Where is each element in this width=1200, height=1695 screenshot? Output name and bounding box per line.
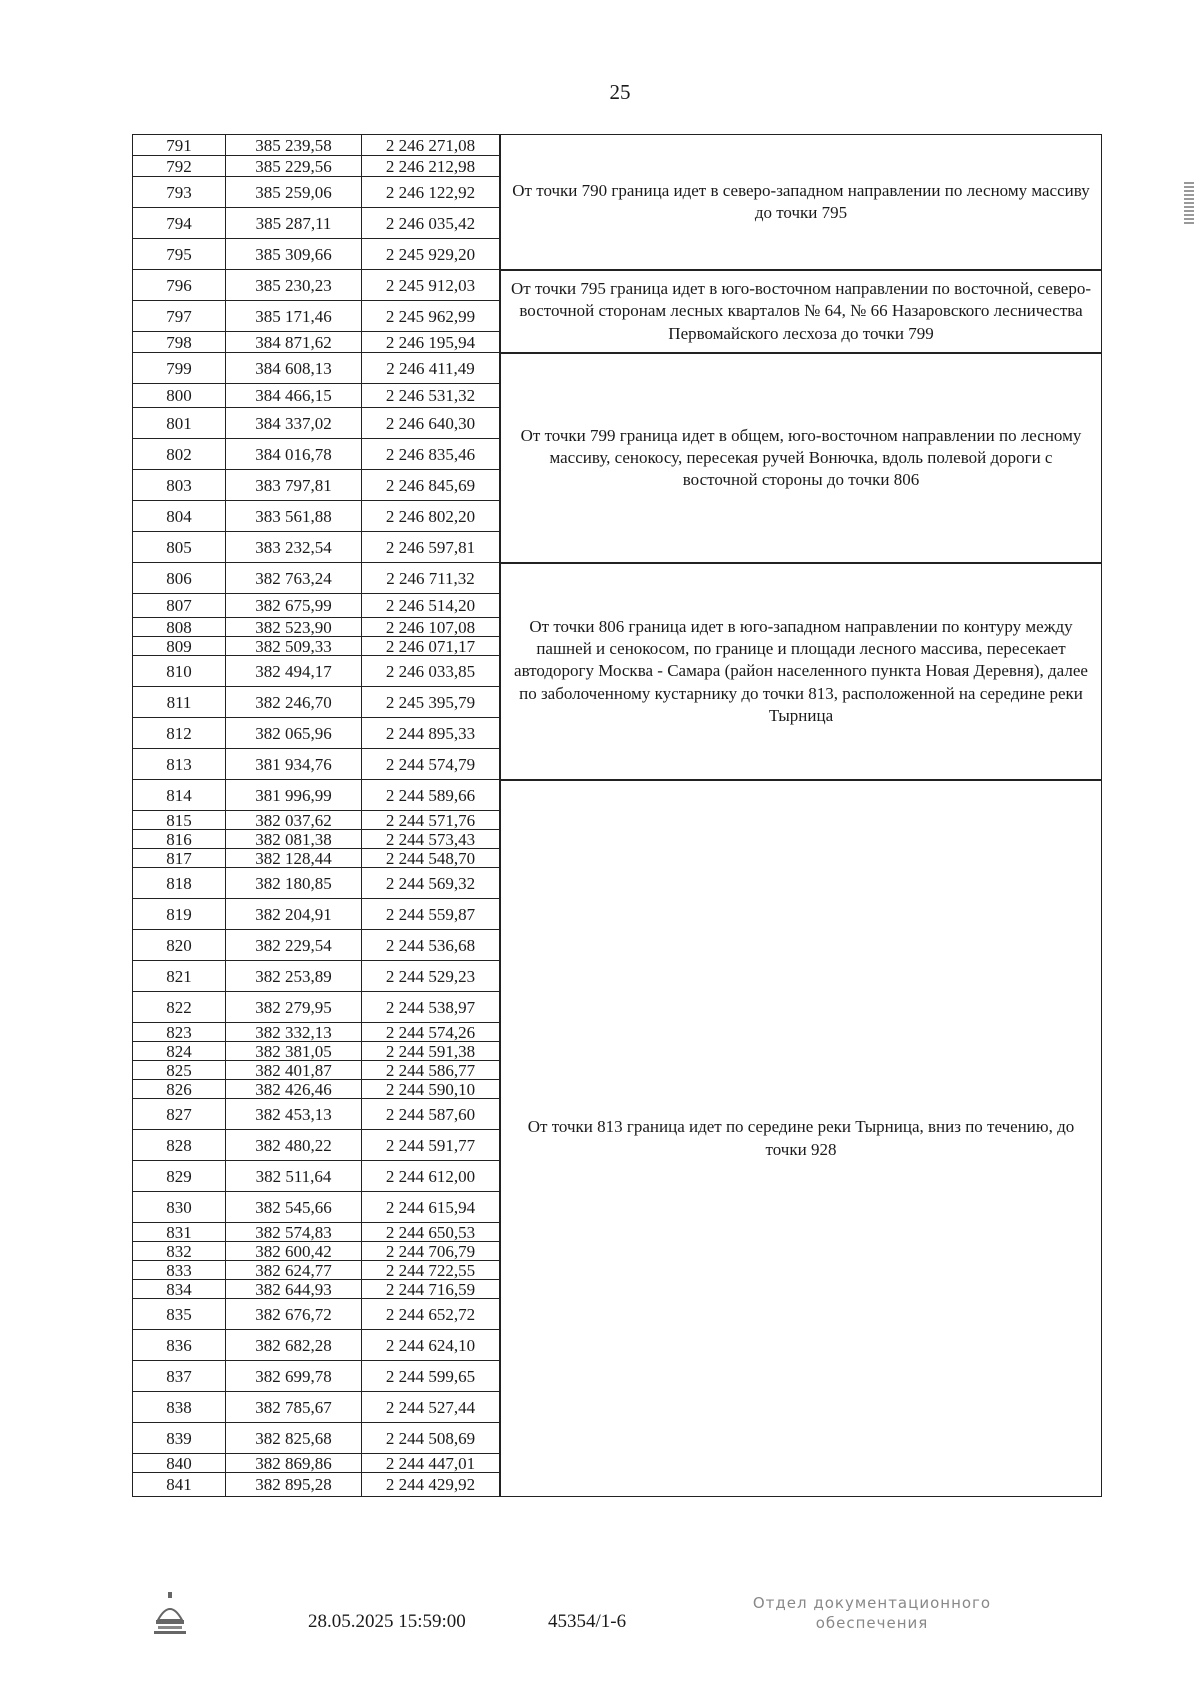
- x-coordinate-cell: 382 332,13: [226, 1023, 362, 1042]
- point-number-cell: 835: [132, 1299, 226, 1330]
- y-coordinate-cell: 2 244 650,53: [362, 1223, 500, 1242]
- point-number-cell: 833: [132, 1261, 226, 1280]
- boundary-description: От точки 790 граница идет в северо-западном направлении по лесному массиву до точки 795: [500, 134, 1102, 270]
- point-number-cell: 802: [132, 439, 226, 470]
- point-number-cell: 799: [132, 353, 226, 384]
- point-number-cell: 826: [132, 1080, 226, 1099]
- y-coordinate-cell: 2 246 411,49: [362, 353, 500, 384]
- footer-datetime: 28.05.2025 15:59:00: [308, 1611, 466, 1632]
- x-coordinate-cell: 384 871,62: [226, 332, 362, 353]
- point-number-cell: 841: [132, 1473, 226, 1497]
- x-coordinate-cell: 385 287,11: [226, 208, 362, 239]
- point-number-cell: 808: [132, 618, 226, 637]
- point-number-cell: 800: [132, 384, 226, 408]
- x-coordinate-column: [226, 134, 362, 1497]
- x-coordinate-cell: 384 016,78: [226, 439, 362, 470]
- point-number-cell: 798: [132, 332, 226, 353]
- y-coordinate-cell: 2 245 929,20: [362, 239, 500, 270]
- x-coordinate-cell: 384 608,13: [226, 353, 362, 384]
- y-coordinate-cell: 2 246 711,32: [362, 563, 500, 594]
- y-coordinate-cell: 2 246 640,30: [362, 408, 500, 439]
- x-coordinate-cell: 382 624,77: [226, 1261, 362, 1280]
- stamp-line-2: обеспечения: [815, 1613, 929, 1632]
- y-coordinate-cell: 2 245 395,79: [362, 687, 500, 718]
- y-coordinate-cell: 2 244 538,97: [362, 992, 500, 1023]
- y-coordinate-cell: 2 246 531,32: [362, 384, 500, 408]
- y-coordinate-cell: 2 244 447,01: [362, 1454, 500, 1473]
- y-coordinate-cell: 2 244 429,92: [362, 1473, 500, 1497]
- y-coordinate-cell: 2 244 536,68: [362, 930, 500, 961]
- coordinates-table: [132, 134, 1102, 1574]
- page-number: 25: [609, 80, 631, 104]
- y-coordinate-cell: 2 246 597,81: [362, 532, 500, 563]
- x-coordinate-cell: 382 574,83: [226, 1223, 362, 1242]
- stamp-line-1: Отдел документационного: [752, 1594, 992, 1612]
- y-coordinate-cell: 2 244 590,10: [362, 1080, 500, 1099]
- point-number-cell: 814: [132, 780, 226, 811]
- x-coordinate-cell: 382 401,87: [226, 1061, 362, 1080]
- x-coordinate-cell: 382 229,54: [226, 930, 362, 961]
- x-coordinate-cell: 385 309,66: [226, 239, 362, 270]
- y-coordinate-cell: 2 245 962,99: [362, 301, 500, 332]
- point-number-cell: 825: [132, 1061, 226, 1080]
- point-number-cell: 829: [132, 1161, 226, 1192]
- y-coordinate-cell: 2 246 802,20: [362, 501, 500, 532]
- x-coordinate-cell: 382 081,38: [226, 830, 362, 849]
- y-coordinate-cell: 2 246 107,08: [362, 618, 500, 637]
- y-coordinate-cell: 2 244 706,79: [362, 1242, 500, 1261]
- y-coordinate-cell: 2 244 652,72: [362, 1299, 500, 1330]
- y-coordinate-cell: 2 244 624,10: [362, 1330, 500, 1361]
- y-coordinate-cell: 2 244 559,87: [362, 899, 500, 930]
- x-coordinate-cell: 382 128,44: [226, 849, 362, 868]
- y-coordinate-cell: 2 244 527,44: [362, 1392, 500, 1423]
- point-number-cell: 806: [132, 563, 226, 594]
- point-number-cell: 817: [132, 849, 226, 868]
- y-coordinate-cell: 2 244 548,70: [362, 849, 500, 868]
- y-coordinate-cell: 2 244 574,79: [362, 749, 500, 780]
- point-number-cell: 828: [132, 1130, 226, 1161]
- y-coordinate-cell: 2 246 271,08: [362, 134, 500, 156]
- x-coordinate-cell: 382 644,93: [226, 1280, 362, 1299]
- x-coordinate-cell: 382 869,86: [226, 1454, 362, 1473]
- y-coordinate-cell: 2 245 912,03: [362, 270, 500, 301]
- x-coordinate-cell: 382 763,24: [226, 563, 362, 594]
- point-number-cell: 807: [132, 594, 226, 618]
- x-coordinate-cell: 382 480,22: [226, 1130, 362, 1161]
- y-coordinate-cell: 2 244 599,65: [362, 1361, 500, 1392]
- point-number-cell: 791: [132, 134, 226, 156]
- y-coordinate-cell: 2 246 212,98: [362, 156, 500, 177]
- x-coordinate-cell: 382 600,42: [226, 1242, 362, 1261]
- point-number-cell: 832: [132, 1242, 226, 1261]
- point-number-cell: 794: [132, 208, 226, 239]
- y-coordinate-cell: 2 244 722,55: [362, 1261, 500, 1280]
- point-number-cell: 793: [132, 177, 226, 208]
- point-number-cell: 822: [132, 992, 226, 1023]
- x-coordinate-cell: 382 699,78: [226, 1361, 362, 1392]
- boundary-description: От точки 795 граница идет в юго-восточном направлении по восточной, северо-восточной сторонам лесных кварталов № 64, № 66 Назаровского лесничества Первомайского лесхоза до точки 799: [500, 270, 1102, 353]
- x-coordinate-cell: 382 180,85: [226, 868, 362, 899]
- y-coordinate-cell: 2 244 895,33: [362, 718, 500, 749]
- y-coordinate-cell: 2 244 508,69: [362, 1423, 500, 1454]
- point-number-cell: 820: [132, 930, 226, 961]
- point-number-cell: 813: [132, 749, 226, 780]
- point-number-cell: 811: [132, 687, 226, 718]
- point-number-cell: 823: [132, 1023, 226, 1042]
- y-coordinate-cell: 2 246 835,46: [362, 439, 500, 470]
- y-coordinate-cell: 2 244 716,59: [362, 1280, 500, 1299]
- x-coordinate-cell: 382 785,67: [226, 1392, 362, 1423]
- y-coordinate-cell: 2 246 122,92: [362, 177, 500, 208]
- x-coordinate-cell: 382 453,13: [226, 1099, 362, 1130]
- x-coordinate-cell: 382 494,17: [226, 656, 362, 687]
- x-coordinate-cell: 382 279,95: [226, 992, 362, 1023]
- y-coordinate-cell: 2 244 573,43: [362, 830, 500, 849]
- y-coordinate-cell: 2 244 586,77: [362, 1061, 500, 1080]
- x-coordinate-cell: 382 511,64: [226, 1161, 362, 1192]
- x-coordinate-cell: 384 337,02: [226, 408, 362, 439]
- y-coordinate-cell: 2 244 589,66: [362, 780, 500, 811]
- boundary-description: От точки 806 граница идет в юго-западном направлении по контуру между пашней и сенокосом, по границе и площади лесного массива, пересекает автодорогу Москва - Самара (район населенного пункта Новая Деревня), далее по заболоченному кустарнику до точки 813, расположенной на середине реки Тырница: [500, 563, 1102, 780]
- scan-edge-mark: [1184, 182, 1194, 224]
- x-coordinate-cell: 382 037,62: [226, 811, 362, 830]
- x-coordinate-cell: 382 675,99: [226, 594, 362, 618]
- y-coordinate-cell: 2 246 071,17: [362, 637, 500, 656]
- x-coordinate-cell: 382 509,33: [226, 637, 362, 656]
- point-number-cell: 804: [132, 501, 226, 532]
- point-number-cell: 816: [132, 830, 226, 849]
- point-number-cell: 801: [132, 408, 226, 439]
- point-number-cell: 827: [132, 1099, 226, 1130]
- x-coordinate-cell: 385 259,06: [226, 177, 362, 208]
- point-number-cell: 838: [132, 1392, 226, 1423]
- y-coordinate-cell: 2 244 612,00: [362, 1161, 500, 1192]
- x-coordinate-cell: 384 466,15: [226, 384, 362, 408]
- department-stamp: [722, 1594, 1022, 1633]
- point-number-cell: 839: [132, 1423, 226, 1454]
- point-number-cell: 812: [132, 718, 226, 749]
- y-coordinate-cell: 2 244 591,77: [362, 1130, 500, 1161]
- point-number-cell: 796: [132, 270, 226, 301]
- y-coordinate-cell: 2 244 615,94: [362, 1192, 500, 1223]
- x-coordinate-cell: 382 523,90: [226, 618, 362, 637]
- point-number-cell: 830: [132, 1192, 226, 1223]
- point-number-cell: 837: [132, 1361, 226, 1392]
- y-coordinate-cell: 2 244 574,26: [362, 1023, 500, 1042]
- y-coordinate-cell: 2 246 195,94: [362, 332, 500, 353]
- point-number-cell: 792: [132, 156, 226, 177]
- point-number-cell: 819: [132, 899, 226, 930]
- x-coordinate-cell: 382 204,91: [226, 899, 362, 930]
- point-number-cell: 836: [132, 1330, 226, 1361]
- y-coordinate-cell: 2 246 845,69: [362, 470, 500, 501]
- point-number-cell: 834: [132, 1280, 226, 1299]
- y-coordinate-cell: 2 246 033,85: [362, 656, 500, 687]
- point-number-cell: 818: [132, 868, 226, 899]
- boundary-description: От точки 813 граница идет по середине реки Тырница, вниз по течению, до точки 928: [500, 780, 1102, 1497]
- x-coordinate-cell: 383 561,88: [226, 501, 362, 532]
- point-number-cell: 797: [132, 301, 226, 332]
- point-number-cell: 795: [132, 239, 226, 270]
- y-coordinate-cell: 2 244 571,76: [362, 811, 500, 830]
- x-coordinate-cell: 382 825,68: [226, 1423, 362, 1454]
- x-coordinate-cell: 382 065,96: [226, 718, 362, 749]
- y-coordinate-cell: 2 244 529,23: [362, 961, 500, 992]
- x-coordinate-cell: 381 996,99: [226, 780, 362, 811]
- x-coordinate-cell: 382 895,28: [226, 1473, 362, 1497]
- x-coordinate-cell: 385 229,56: [226, 156, 362, 177]
- y-coordinate-cell: 2 244 587,60: [362, 1099, 500, 1130]
- point-number-cell: 809: [132, 637, 226, 656]
- x-coordinate-cell: 382 682,28: [226, 1330, 362, 1361]
- x-coordinate-cell: 385 230,23: [226, 270, 362, 301]
- point-number-cell: 831: [132, 1223, 226, 1242]
- x-coordinate-cell: 381 934,76: [226, 749, 362, 780]
- emblem-logo: [152, 1590, 188, 1636]
- y-coordinate-column: [362, 134, 500, 1497]
- point-number-cell: 840: [132, 1454, 226, 1473]
- point-number-column: [132, 134, 226, 1497]
- point-number-cell: 805: [132, 532, 226, 563]
- y-coordinate-cell: 2 244 591,38: [362, 1042, 500, 1061]
- x-coordinate-cell: 382 426,46: [226, 1080, 362, 1099]
- x-coordinate-cell: 383 797,81: [226, 470, 362, 501]
- x-coordinate-cell: 382 676,72: [226, 1299, 362, 1330]
- x-coordinate-cell: 382 545,66: [226, 1192, 362, 1223]
- x-coordinate-cell: 382 246,70: [226, 687, 362, 718]
- point-number-cell: 824: [132, 1042, 226, 1061]
- y-coordinate-cell: 2 244 569,32: [362, 868, 500, 899]
- x-coordinate-cell: 385 239,58: [226, 134, 362, 156]
- y-coordinate-cell: 2 246 035,42: [362, 208, 500, 239]
- point-number-cell: 810: [132, 656, 226, 687]
- x-coordinate-cell: 382 253,89: [226, 961, 362, 992]
- point-number-cell: 803: [132, 470, 226, 501]
- x-coordinate-cell: 385 171,46: [226, 301, 362, 332]
- y-coordinate-cell: 2 246 514,20: [362, 594, 500, 618]
- x-coordinate-cell: 382 381,05: [226, 1042, 362, 1061]
- x-coordinate-cell: 383 232,54: [226, 532, 362, 563]
- point-number-cell: 821: [132, 961, 226, 992]
- point-number-cell: 815: [132, 811, 226, 830]
- footer-document-number: 45354/1-6: [548, 1611, 627, 1632]
- boundary-description: От точки 799 граница идет в общем, юго-восточном направлении по лесному массиву, сенокосу, пересекая ручей Вонючка, вдоль полевой дороги с восточной стороны до точки 806: [500, 353, 1102, 563]
